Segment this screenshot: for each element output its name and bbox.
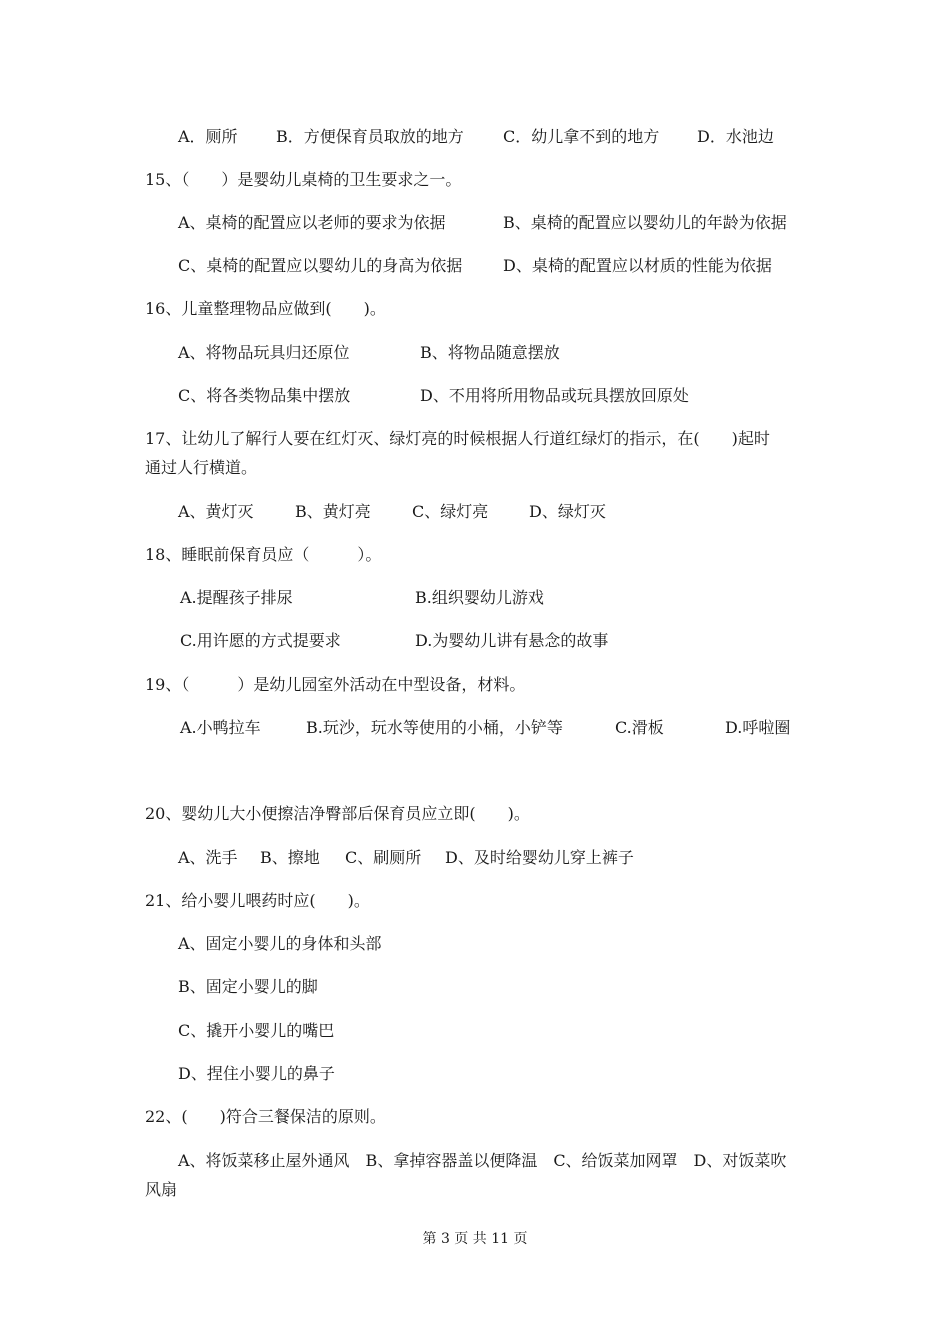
q21-option-a: A、固定小婴儿的身体和头部	[178, 934, 382, 953]
q16-option-c: C、将各类物品集中摆放	[178, 386, 351, 405]
q18-option-a: A.提醒孩子排尿	[180, 588, 293, 607]
q17-option-d: D、绿灯灭	[529, 502, 606, 521]
q20-option-b: B、擦地	[260, 848, 320, 867]
q15-option-c: C、桌椅的配置应以婴幼儿的身高为依据	[178, 256, 463, 275]
question-22-stem: 22、( )符合三餐保洁的原则。	[145, 1107, 386, 1126]
question-18-stem: 18、睡眠前保育员应（ ）。	[145, 545, 382, 564]
q16-option-a: A、将物品玩具归还原位	[178, 343, 350, 362]
q20-option-d: D、及时给婴幼儿穿上裤子	[445, 848, 634, 867]
q21-option-d: D、捏住小婴儿的鼻子	[178, 1064, 335, 1083]
q16-option-d: D、不用将所用物品或玩具摆放回原处	[420, 386, 689, 405]
q18-option-c: C.用许愿的方式提要求	[180, 631, 341, 650]
q20-option-a: A、洗手	[178, 848, 238, 867]
q17-option-b: B、黄灯亮	[295, 502, 371, 521]
question-20-stem: 20、婴幼儿大小便擦洁净臀部后保育员应立即( )。	[145, 804, 530, 823]
q15-option-a: A、桌椅的配置应以老师的要求为依据	[178, 213, 446, 232]
q18-option-b: B.组织婴幼儿游戏	[415, 588, 544, 607]
q20-option-c: C、刷厕所	[345, 848, 422, 867]
question-16-stem: 16、儿童整理物品应做到( )。	[145, 299, 386, 318]
q14-option-d: D．水池边	[697, 127, 774, 146]
q15-option-d: D、桌椅的配置应以材质的性能为依据	[503, 256, 772, 275]
q17-option-a: A、黄灯灭	[178, 502, 254, 521]
question-19-stem: 19、（ ）是幼儿园室外活动在中型设备，材料。	[145, 675, 526, 694]
q21-option-c: C、撬开小婴儿的嘴巴	[178, 1021, 335, 1040]
page-number-footer: 第 3 页 共 11 页	[422, 1231, 528, 1247]
q17-option-c: C、绿灯亮	[412, 502, 489, 521]
question-17-stem-line2: 通过人行横道。	[145, 458, 258, 477]
q14-option-c: C．幼儿拿不到的地方	[503, 127, 660, 146]
q18-option-d: D.为婴幼儿讲有悬念的故事	[415, 631, 609, 650]
q14-option-a: A．厕所	[178, 127, 238, 146]
q15-option-b: B、桌椅的配置应以婴幼儿的年龄为依据	[503, 213, 787, 232]
question-15-stem: 15、（ ）是婴幼儿桌椅的卫生要求之一。	[145, 170, 462, 189]
q19-option-c: C.滑板	[615, 718, 664, 737]
q22-options-line1: A、将饭菜移止屋外通风 B、拿掉容器盖以便降温 C、给饭菜加网罩 D、对饭菜吹	[178, 1151, 787, 1170]
q22-options-line2: 风扇	[145, 1180, 178, 1199]
q19-option-b: B.玩沙，玩水等使用的小桶，小铲等	[306, 718, 563, 737]
q14-option-b: B．方便保育员取放的地方	[276, 127, 464, 146]
question-21-stem: 21、给小婴儿喂药时应( )。	[145, 891, 370, 910]
q19-option-a: A.小鸭拉车	[180, 718, 261, 737]
q16-option-b: B、将物品随意摆放	[420, 343, 560, 362]
q19-option-d: D.呼啦圈	[725, 718, 791, 737]
q21-option-b: B、固定小婴儿的脚	[178, 977, 318, 996]
question-17-stem-line1: 17、让幼儿了解行人要在红灯灭、绿灯亮的时候根据人行道红绿灯的指示，在( )起时	[145, 429, 770, 448]
